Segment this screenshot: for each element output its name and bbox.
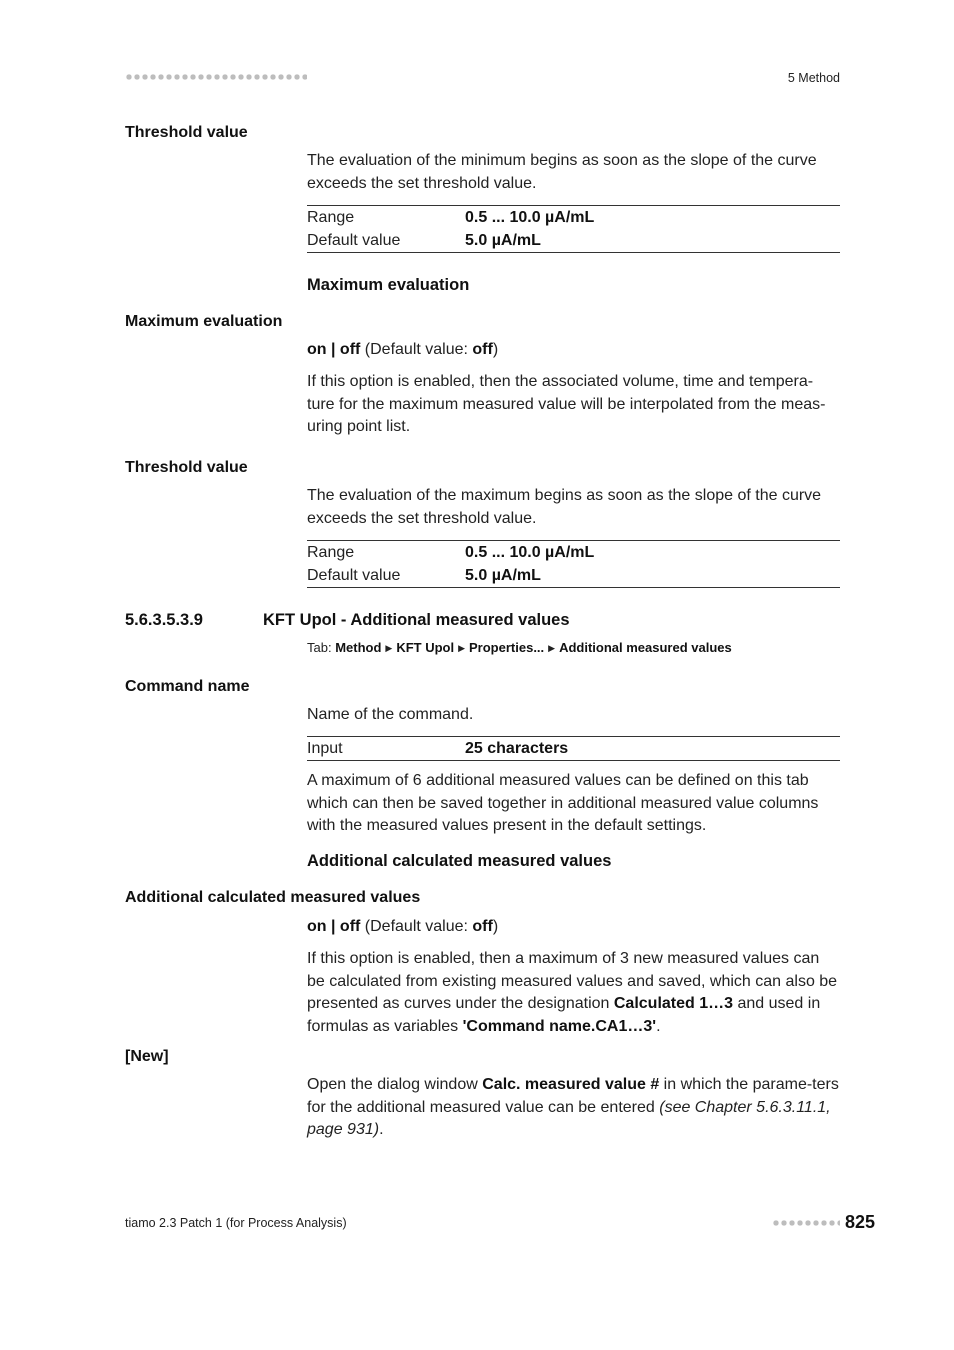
tab-path-item: Additional measured values <box>559 640 732 655</box>
threshold-min-description: The evaluation of the minimum begins as soon as the slope of the curve exceeds the set threshold value. <box>307 152 817 192</box>
table-value: 0.5 ... 10.0 µA/mL <box>465 208 595 226</box>
section-number: 5.6.3.5.3.9 <box>125 611 203 629</box>
table-row <box>307 564 840 587</box>
options-text: on | off <box>307 918 361 935</box>
add-calc-options <box>307 916 840 939</box>
default-prefix: (Default value: <box>360 918 473 935</box>
table-row <box>307 737 840 760</box>
text-run: . <box>379 1121 384 1138</box>
bold-term: 'Command name.CA1…3' <box>462 1017 657 1035</box>
table-key: Default value <box>307 231 401 249</box>
chapter-reference-link[interactable]: (see Chapter 5.6.3.11.1, page 931) <box>307 1098 831 1138</box>
arrow-right-icon: ▶ <box>548 643 556 653</box>
add-calc-description <box>307 948 840 1038</box>
add-calc-label: Additional calculated measured values <box>125 889 421 906</box>
text-run: . <box>656 1017 661 1035</box>
default-suffix: ) <box>492 341 499 358</box>
default-value: off <box>472 918 493 935</box>
add-calc-subheading: Additional calculated measured values <box>307 852 612 870</box>
table-key: Range <box>307 208 355 226</box>
bold-term: Calculated 1…3 <box>613 995 734 1012</box>
default-prefix: (Default value: <box>360 341 473 358</box>
table-key: Default value <box>307 566 401 584</box>
table-key: Input <box>307 739 343 757</box>
command-name-table <box>307 736 840 761</box>
max-eval-label: Maximum evaluation <box>125 313 283 330</box>
chapter-title: 5 Method <box>787 71 840 85</box>
command-name-description: Name of the command. <box>307 706 474 723</box>
table-row <box>307 541 840 564</box>
new-button-label: [New] <box>125 1048 169 1065</box>
text-run: Open the dialog window <box>307 1076 483 1093</box>
table-value: 0.5 ... 10.0 µA/mL <box>465 543 595 561</box>
table-value: 5.0 µA/mL <box>465 231 541 249</box>
tab-prefix: Tab: <box>307 640 336 655</box>
threshold-max-description: The evaluation of the maximum begins as soon as the slope of the curve exceeds the set threshold value. <box>307 487 822 527</box>
table-row <box>307 229 840 252</box>
threshold-max-label: Threshold value <box>125 459 248 476</box>
text-run: in which the parame-ters for the additional measured value can be entered <box>307 1076 839 1116</box>
max-eval-options <box>307 339 840 362</box>
section-title: KFT Upol - Additional measured values <box>263 611 570 629</box>
threshold-min-label: Threshold value <box>125 124 248 141</box>
text-run: and used in formulas as variables <box>307 995 821 1035</box>
table-value: 5.0 µA/mL <box>465 566 541 584</box>
max-eval-description: If this option is enabled, then the associated volume, time and tempera-ture for the maximum measured value will be interpolated from the meas-uring point list. <box>307 373 826 435</box>
table-value: 25 characters <box>465 739 569 757</box>
default-value: off <box>472 341 493 358</box>
command-name-label: Command name <box>125 678 250 695</box>
new-button-description <box>307 1074 840 1142</box>
header-dots <box>125 73 307 82</box>
arrow-right-icon: ▶ <box>458 643 466 653</box>
command-name-note: A maximum of 6 additional measured values can be defined on this tab which can then be saved together in additional measured value columns with the measured values present in the default settings. <box>307 772 819 834</box>
tab-path <box>307 640 732 655</box>
footer-product: tiamo 2.3 Patch 1 (for Process Analysis) <box>125 1216 347 1230</box>
tab-path-item: Method <box>335 640 382 655</box>
table-row <box>307 206 840 229</box>
max-eval-subheading: Maximum evaluation <box>307 276 470 294</box>
tab-path-item: Properties... <box>469 640 545 655</box>
options-text: on | off <box>307 341 361 358</box>
bold-term: Calc. measured value # <box>482 1076 660 1093</box>
default-suffix: ) <box>492 918 499 935</box>
arrow-right-icon: ▶ <box>385 643 393 653</box>
tab-path-item: KFT Upol <box>396 640 455 655</box>
table-key: Range <box>307 543 355 561</box>
threshold-max-table <box>307 540 840 588</box>
text-run: If this option is enabled, then a maximum of 3 new measured values can be calculated from existing measured values and saved, which can also be presented as curves under the designation <box>307 950 838 1012</box>
footer-dots <box>772 1219 840 1228</box>
threshold-min-table <box>307 205 840 253</box>
page-number: 825 <box>845 1212 876 1232</box>
